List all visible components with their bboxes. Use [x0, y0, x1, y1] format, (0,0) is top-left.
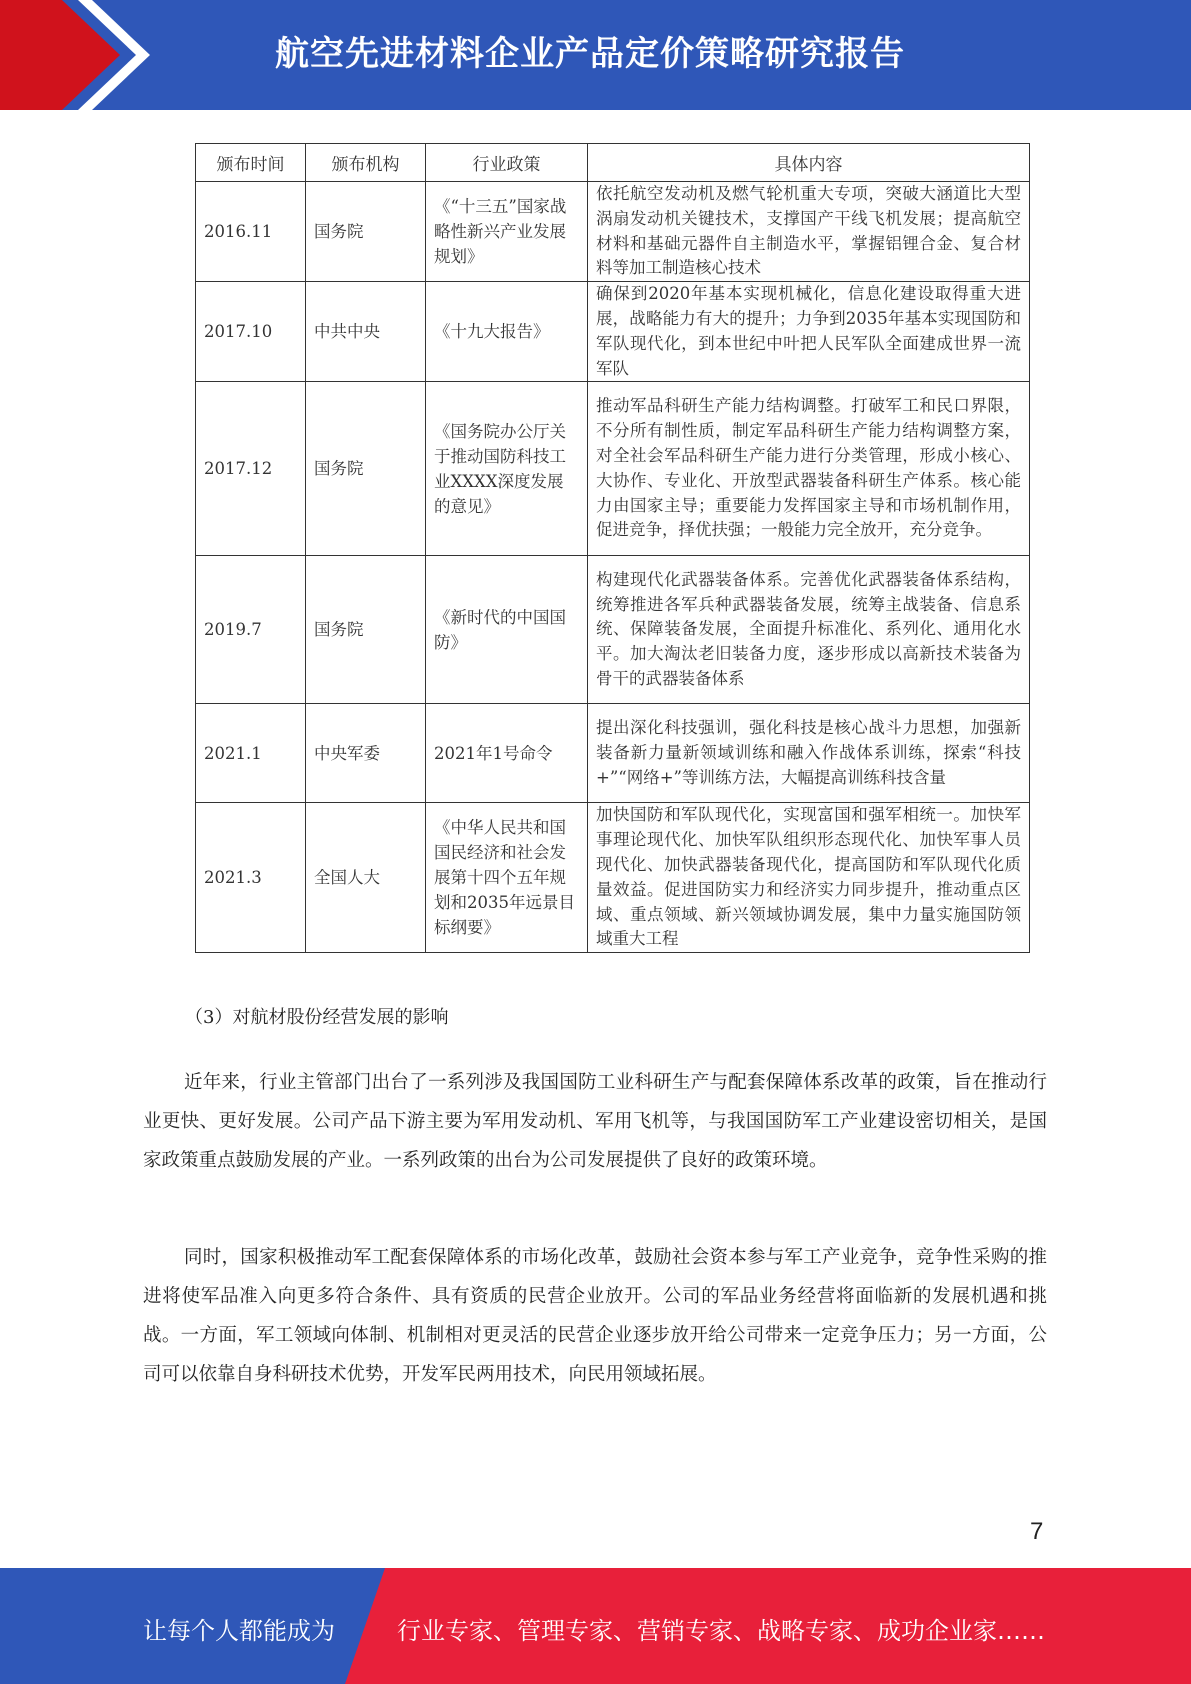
table-row — [196, 382, 1030, 556]
footer-slogan-right: 行业专家、管理专家、营销专家、战略专家、成功企业家…… — [397, 1617, 1045, 1645]
cell-content: 确保到2020年基本实现机械化，信息化建设取得重大进展，战略能力有大的提升；力争到2035年基本实现国防和军队现代化，到本世纪中叶把人民军队全面建成世界一流军队 — [588, 282, 1030, 382]
column-header: 颁布机构 — [306, 144, 426, 182]
cell-date: 2021.1 — [196, 704, 306, 803]
section-heading: （3）对航材股份经营发展的影响 — [185, 1007, 449, 1028]
cell-content: 构建现代化武器装备体系。完善优化武器装备体系结构，统筹推进各军兵种武器装备发展，统筹主战装备、信息系统、保障装备发展，全面提升标准化、系列化、通用化水平。加大淘汰老旧装备力度，逐步形成以高新技术装备为骨干的武器装备体系 — [588, 556, 1030, 704]
body-paragraph: 近年来，行业主管部门出台了一系列涉及我国国防工业科研生产与配套保障体系改革的政策，旨在推动行业更快、更好发展。公司产品下游主要为军用发动机、军用飞机等，与我国国防军工产业建设密切相关，是国家政策重点鼓励发展的产业。一系列政策的出台为公司发展提供了良好的政策环境。 — [143, 1072, 1047, 1171]
column-header: 行业政策 — [426, 144, 588, 182]
column-header: 具体内容 — [588, 144, 1030, 182]
policy-table — [195, 143, 1030, 953]
column-header: 颁布时间 — [196, 144, 306, 182]
cell-date: 2017.10 — [196, 282, 306, 382]
cell-agency: 中共中央 — [306, 282, 426, 382]
cell-agency: 国务院 — [306, 556, 426, 704]
cell-policy: 《十九大报告》 — [426, 282, 588, 382]
cell-policy: 《新时代的中国国防》 — [426, 556, 588, 704]
cell-agency: 全国人大 — [306, 803, 426, 953]
table-row — [196, 556, 1030, 704]
page-number: 7 — [1030, 1518, 1044, 1545]
footer-slogan-left: 让每个人都能成为 — [143, 1617, 335, 1645]
cell-policy: 《国务院办公厅关于推动国防科技工业XXXX深度发展的意见》 — [426, 382, 588, 556]
cell-agency: 中央军委 — [306, 704, 426, 803]
table-row — [196, 182, 1030, 282]
table-header-row — [196, 144, 1030, 182]
cell-date: 2021.3 — [196, 803, 306, 953]
cell-policy: 《中华人民共和国国民经济和社会发展第十四个五年规划和2035年远景目标纲要》 — [426, 803, 588, 953]
page-header — [0, 0, 1191, 110]
table-row — [196, 704, 1030, 803]
cell-date: 2016.11 — [196, 182, 306, 282]
cell-agency: 国务院 — [306, 382, 426, 556]
cell-policy: 2021年1号命令 — [426, 704, 588, 803]
cell-content: 提出深化科技强训，强化科技是核心战斗力思想，加强新装备新力量新领域训练和融入作战体系训练，探索“科技+”“网络+”等训练方法，大幅提高训练科技含量 — [588, 704, 1030, 803]
report-title: 航空先进材料企业产品定价策略研究报告 — [275, 34, 905, 74]
cell-content: 依托航空发动机及燃气轮机重大专项，突破大涵道比大型涡扇发动机关键技术，支撑国产干线飞机发展；提高航空材料和基础元器件自主制造水平，掌握铝锂合金、复合材料等加工制造核心技术 — [588, 182, 1030, 282]
table-row — [196, 803, 1030, 953]
body-paragraph: 同时，国家积极推动军工配套保障体系的市场化改革，鼓励社会资本参与军工产业竞争，竞争性采购的推进将使军品准入向更多符合条件、具有资质的民营企业放开。公司的军品业务经营将面临新的发展机遇和挑战。一方面，军工领域向体制、机制相对更灵活的民营企业逐步放开给公司带来一定竞争压力；另一方面，公司可以依靠自身科研技术优势，开发军民两用技术，向民用领域拓展。 — [143, 1247, 1047, 1385]
header-arrow-decoration — [0, 0, 300, 110]
cell-content: 加快国防和军队现代化，实现富国和强军相统一。加快军事理论现代化、加快军队组织形态现代化、加快军事人员现代化、加快武器装备现代化，提高国防和军队现代化质量效益。促进国防实力和经济实力同步提升，推动重点区域、重点领域、新兴领域协调发展，集中力量实施国防领域重大工程 — [588, 803, 1030, 953]
page-footer — [0, 1568, 1191, 1684]
cell-date: 2019.7 — [196, 556, 306, 704]
cell-policy: 《“十三五”国家战略性新兴产业发展规划》 — [426, 182, 588, 282]
table-row — [196, 282, 1030, 382]
cell-agency: 国务院 — [306, 182, 426, 282]
cell-date: 2017.12 — [196, 382, 306, 556]
cell-content: 推动军品科研生产能力结构调整。打破军工和民口界限，不分所有制性质，制定军品科研生产能力结构调整方案，对全社会军品科研生产能力进行分类管理，形成小核心、大协作、专业化、开放型武器装备科研生产体系。核心能力由国家主导；重要能力发挥国家主导和市场机制作用，促进竞争，择优扶强；一般能力完全放开，充分竞争。 — [588, 382, 1030, 556]
